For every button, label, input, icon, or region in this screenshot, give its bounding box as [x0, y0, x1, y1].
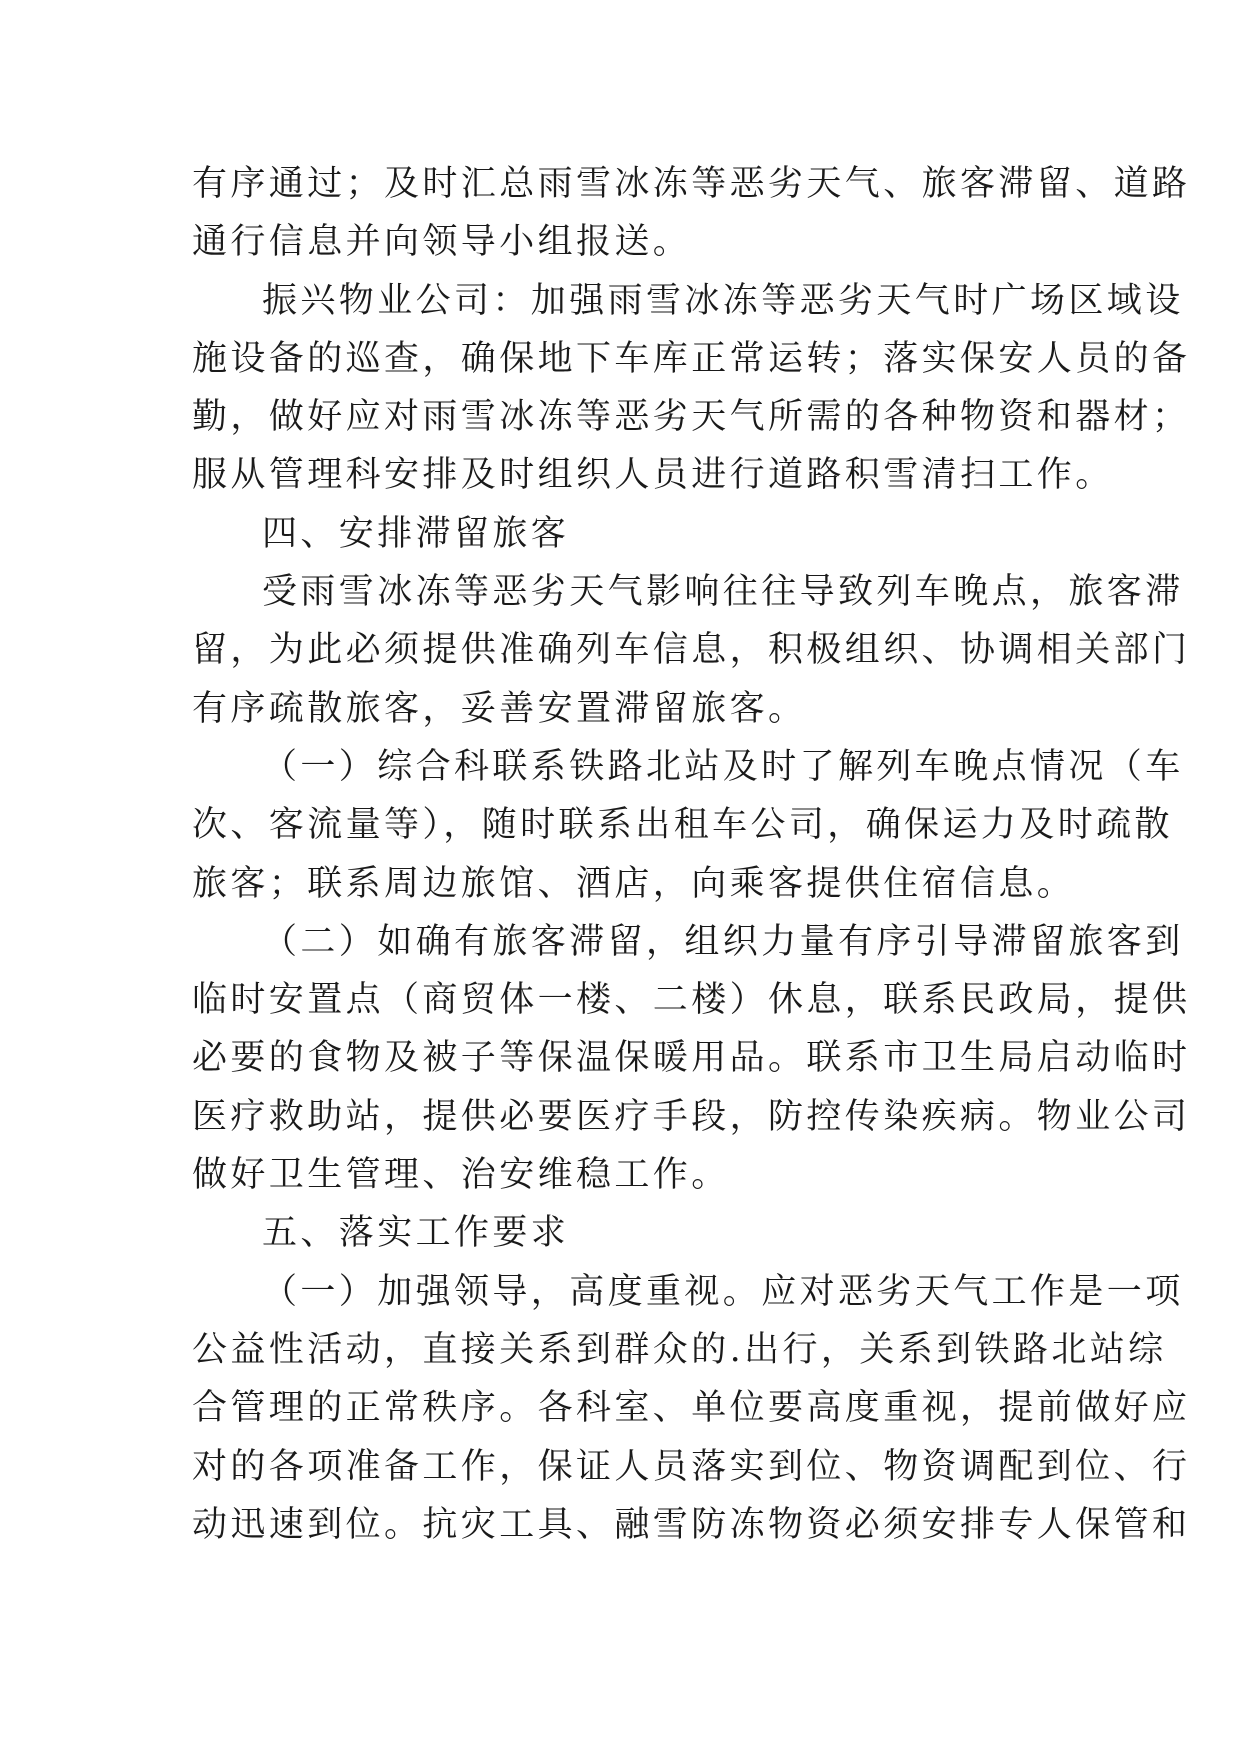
text-line: 临时安置点（商贸体一楼、二楼）休息，联系民政局，提供	[192, 980, 1191, 1021]
text-line: 勤，做好应对雨雪冰冻等恶劣天气所需的各种物资和器材；	[192, 397, 1191, 438]
text-line: 有序通过；及时汇总雨雪冰冻等恶劣天气、旅客滞留、道路	[192, 164, 1191, 204]
text-line: 旅客；联系周边旅馆、酒店，向乘客提供住宿信息。	[192, 863, 1076, 904]
text-line: （二）如确有旅客滞留，组织力量有序引导滞留旅客到	[262, 921, 1184, 962]
text-line: 振兴物业公司：加强雨雪冰冻等恶劣天气时广场区域设	[262, 280, 1184, 321]
text-line: （一）加强领导，高度重视。应对恶劣天气工作是一项	[262, 1271, 1184, 1312]
text-line: 受雨雪冰冻等恶劣天气影响往往导致列车晚点，旅客滞	[262, 572, 1184, 613]
text-line: 公益性活动，直接关系到群众的.出行，关系到铁路北站综	[192, 1329, 1167, 1370]
text-line: 留，为此必须提供准确列车信息，积极组织、协调相关部门	[192, 630, 1191, 671]
text-line: 四、安排滞留旅客	[262, 513, 570, 554]
text-line: 合管理的正常秩序。各科室、单位要高度重视，提前做好应	[192, 1388, 1191, 1429]
text-line: （一）综合科联系铁路北站及时了解列车晚点情况（车	[262, 746, 1184, 787]
text-line: 次、客流量等），随时联系出租车公司，确保运力及时疏散	[192, 805, 1173, 846]
text-line: 医疗救助站，提供必要医疗手段，防控传染疾病。物业公司	[192, 1096, 1191, 1137]
text-line: 有序疏散旅客，妥善安置滞留旅客。	[192, 688, 807, 729]
text-line: 五、落实工作要求	[262, 1213, 570, 1254]
text-line: 服从管理科安排及时组织人员进行道路积雪清扫工作。	[192, 455, 1114, 496]
text-line: 动迅速到位。抗灾工具、融雪防冻物资必须安排专人保管和	[192, 1504, 1191, 1545]
text-line: 做好卫生管理、治安维稳工作。	[192, 1155, 730, 1196]
text-line: 施设备的巡查，确保地下车库正常运转；落实保安人员的备	[192, 338, 1191, 379]
document-body	[192, 155, 1191, 1554]
text-line: 对的各项准备工作，保证人员落实到位、物资调配到位、行	[192, 1446, 1191, 1487]
text-line: 必要的食物及被子等保温保暖用品。联系市卫生局启动临时	[192, 1038, 1191, 1079]
text-line: 通行信息并向领导小组报送。	[192, 222, 692, 263]
